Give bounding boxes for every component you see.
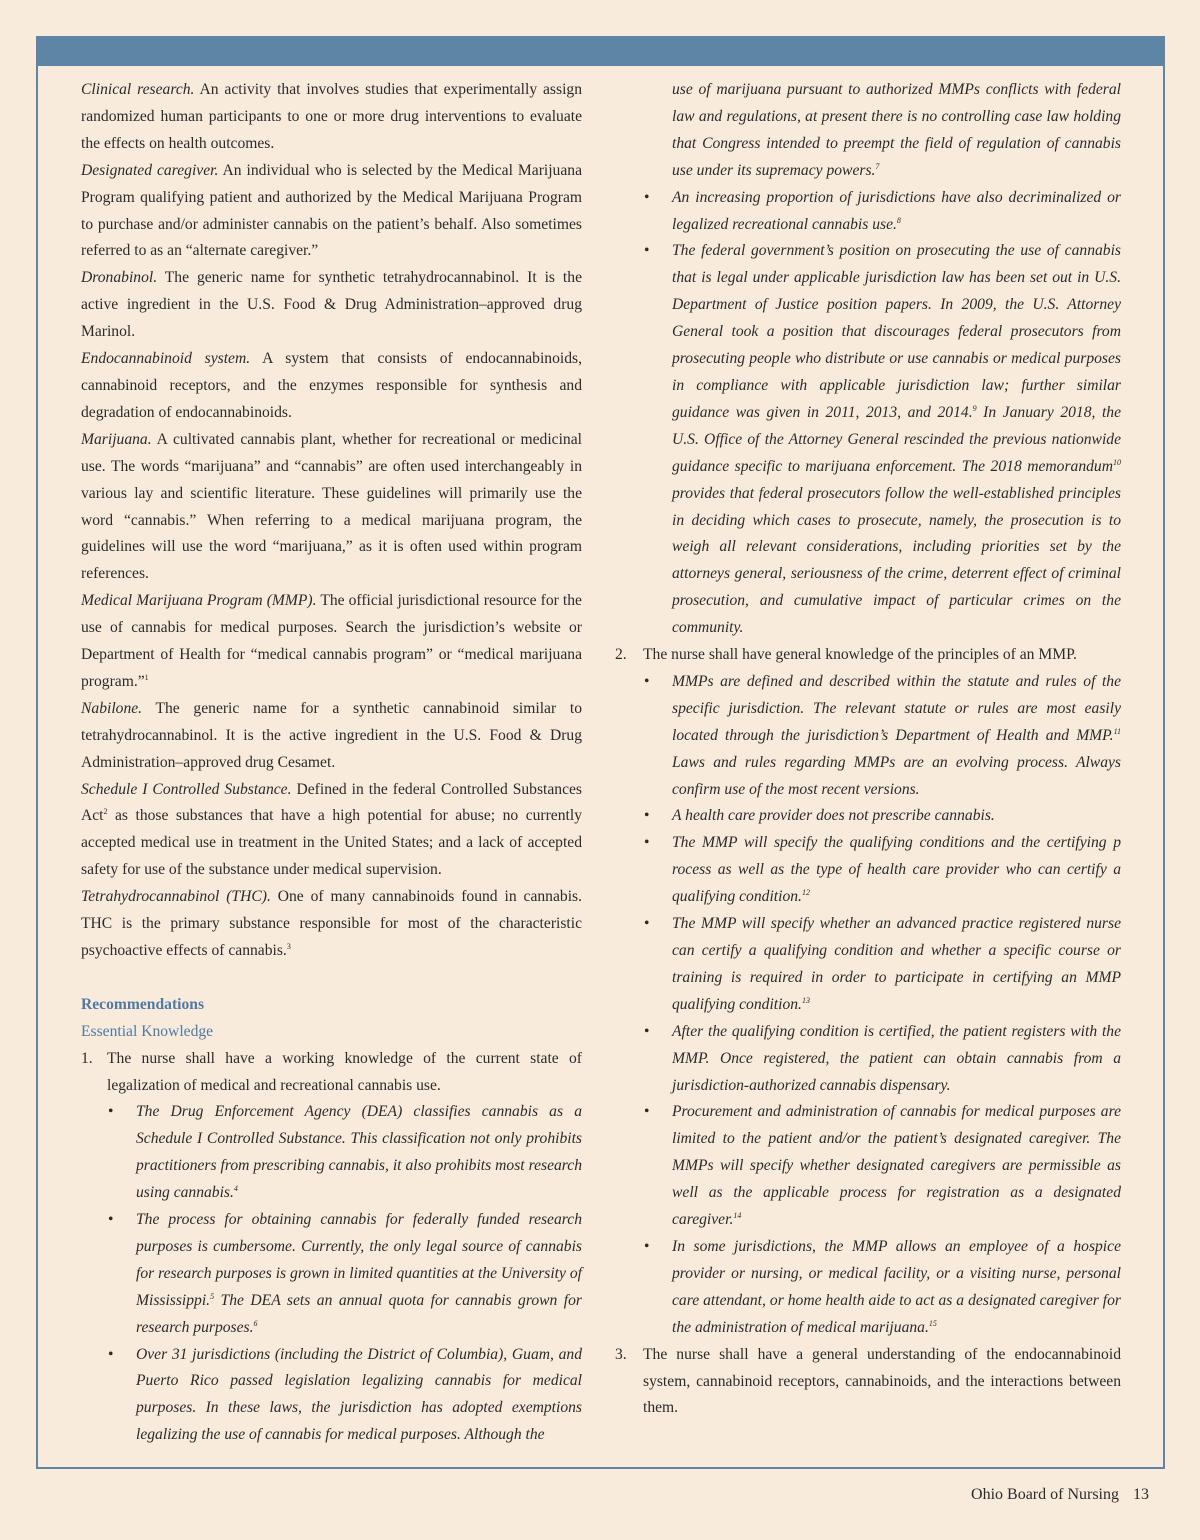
bullet-glyph: • bbox=[644, 807, 650, 825]
bullet-item: • The MMP will specify the qualifying conditions and the certifying p rocess as well as the type of health care provider who can certify a qualifying condition.$^{12}$ bbox=[672, 830, 1121, 911]
bullet-item: • The federal government’s position on prosecuting the use of cannabis that is legal under applicable jurisdiction law has been set out in U.S. Department of Justice position papers. In 2009, the U.S. Attorney General took a position that discourages federal prosecutors from prosecuting people who distribute or use cannabis or medical purposes in compliance with applicable jurisdiction law; further similar guidance was given in 2011, 2013, and 2014.$^9$ In January 2018, the U.S. Office of the Attorney General rescinded the previous nationwide guidance specific to marijuana enforcement. The 2018 memorandum$^{10}$ provides that federal prosecutors follow the well-established principles in deciding which cases to prosecute, namely, the prosecution is to weigh all relevant considerations, including priorities set by the attorneys general, seriousness of the crime, deterrent effect of criminal prosecution, and cumulative impact of particular crimes on the community. bbox=[672, 238, 1121, 642]
bullet-glyph: • bbox=[644, 188, 650, 206]
bullet-item: • The MMP will specify whether an advanced practice registered nurse can certify a qualifying condition and whether a specific course or training is required in order to participate in certifying an MMP qualifying condition.$^{13}$ bbox=[672, 911, 1121, 1019]
page-footer bbox=[971, 1486, 1149, 1504]
bullet-glyph: • bbox=[644, 834, 650, 852]
list-number: 1. bbox=[81, 1049, 93, 1067]
bullet-glyph: • bbox=[644, 1022, 650, 1040]
bullet-glyph: • bbox=[644, 242, 650, 260]
footnote-ref: 4 bbox=[233, 1184, 238, 1194]
bullet-item: • The Drug Enforcement Agency (DEA) classifies cannabis as a Schedule I Controlled Substance. This classification not only prohibits practitioners from prescribing cannabis, it also prohibits most research using cannabis.$^4$ bbox=[136, 1099, 582, 1207]
definition-nabilone: Nabilone. The generic name for a synthetic cannabinoid similar to tetrahydrocannabinol. It is the active ingredient in the U.S. Food & Drug Administration–approved drug Cesamet. bbox=[81, 699, 582, 771]
bullet-glyph: • bbox=[108, 1345, 114, 1363]
footnote-ref: 2 bbox=[103, 807, 108, 817]
footnote-ref: 6 bbox=[253, 1318, 258, 1328]
bullet-item: • The process for obtaining cannabis for federally funded research purposes is cumbersome. Currently, the only legal source of cannabis for research purposes is grown in limited quantities at the University of Mississippi.$^5$ The DEA sets an annual quota for cannabis grown for research purposes.$^6$ bbox=[136, 1207, 582, 1342]
list-item-3: 3. The nurse shall have a general understanding of the endocannabinoid system, cannabinoid receptors, cannabinoids, and the interactions between them. bbox=[615, 1342, 1121, 1423]
bullet-item: • Over 31 jurisdictions (including the District of Columbia), Guam, and Puerto Rico passed legislation legalizing cannabis for medical purposes. In these laws, the jurisdiction has adopted exemptions legalizing the use of cannabis for medical purposes. Although the bbox=[136, 1342, 582, 1450]
definition-dronabinol: Dronabinol. The generic name for synthetic tetrahydrocannabinol. It is the active ingredient in the U.S. Food & Drug Administration–approved drug Marinol. bbox=[81, 269, 582, 341]
definition-thc: Tetrahydrocannabinol (THC). One of many cannabinoids found in cannabis. THC is the primary substance responsible for most of the characteristic psychoactive effects of cannabis.$^3$ bbox=[81, 888, 582, 959]
list-number: 3. bbox=[615, 1345, 627, 1363]
bullet-item: • Procurement and administration of cannabis for medical purposes are limited to the patient and/or the patient’s designated caregiver. The MMPs will specify whether designated caregivers are permissible as well as the applicable process for registration as a designated caregiver.$^{14}$ bbox=[672, 1099, 1121, 1234]
footnote-ref: 10 bbox=[1113, 457, 1121, 467]
bullet-item: • After the qualifying condition is certified, the patient registers with the MMP. Once registered, the patient can obtain cannabis from a jurisdiction-authorized cannabis dispensary. bbox=[672, 1019, 1121, 1100]
recommendations-heading: Recommendations bbox=[81, 995, 205, 1013]
definition-endocannabinoid-system: Endocannabinoid system. A system that consists of endocannabinoids, cannabinoid receptors, and the enzymes responsible for synthesis and degradation of endocannabinoids. bbox=[81, 350, 582, 421]
right-column bbox=[615, 77, 1121, 1422]
bullet-glyph: • bbox=[108, 1211, 114, 1229]
bullet-item: • MMPs are defined and described within the statute and rules of the specific jurisdiction. The relevant statute or rules are most easily located through the jurisdiction’s Department of Health and MMP.$^{11}$ Laws and rules regarding MMPs are an evolving process. Always confirm use of the most recent versions. bbox=[672, 669, 1121, 804]
item2-bullets bbox=[615, 669, 1121, 1342]
header-bar bbox=[38, 38, 1163, 66]
bullet-glyph: • bbox=[108, 1103, 114, 1121]
bullet-glyph: • bbox=[644, 672, 650, 690]
definition-clinical-research: Clinical research. An activity that involves studies that experimentally assign randomized human participants to one or more drug interventions to evaluate the effects on health outcomes. bbox=[81, 81, 582, 152]
bullet-continuation: use of marijuana pursuant to authorized MMPs conflicts with federal law and regulations, at present there is no controlling case law holding that Congress intended to preempt the field of regulation of cannabis use under its supremacy powers.$^7$ bbox=[672, 81, 1121, 179]
definition-marijuana: Marijuana. A cultivated cannabis plant, whether for recreational or medicinal use. The words “marijuana” and “cannabis” are often used interchangeably in various lay and scientific literature. These guidelines will primarily use the word “cannabis.” When referring to a medical marijuana program, the guidelines will use the word “marijuana,” as it is often used within program references. bbox=[81, 430, 582, 583]
list-item-2: 2. The nurse shall have general knowledge of the principles of an MMP. bbox=[615, 642, 1121, 669]
bullet-glyph: • bbox=[644, 1237, 650, 1255]
footnote-ref: 7 bbox=[875, 161, 880, 171]
bullet-glyph: • bbox=[644, 915, 650, 933]
bullet-item: • In some jurisdictions, the MMP allows an employee of a hospice provider or nursing, or medical facility, or a visiting nurse, personal care attendant, or home health aide to act as a designated caregiver for the administration of medical marijuana.$^{15}$ bbox=[672, 1234, 1121, 1342]
footnote-ref: 3 bbox=[286, 942, 291, 951]
item1-more-bullets bbox=[615, 185, 1121, 642]
footnote-ref: 14 bbox=[733, 1211, 742, 1221]
bullet-item: • An increasing proportion of jurisdictions have also decriminalized or legalized recreational cannabis use.$^8$ bbox=[672, 185, 1121, 239]
footnote-ref: 8 bbox=[896, 215, 901, 225]
footer-org: Ohio Board of Nursing bbox=[971, 1486, 1119, 1503]
definition-schedule-i: Schedule I Controlled Substance. Defined in the federal Controlled Substances Act$^2$ as those substances that have a high potential for abuse; no currently accepted medical use in treatment in the United States; and a lack of accepted safety for use of the substance under medical supervision. bbox=[81, 780, 583, 879]
left-column bbox=[81, 77, 582, 1449]
definition-designated-caregiver: Designated caregiver. An individual who is selected by the Medical Marijuana Program qualifying patient and authorized by the Medical Marijuana Program to purchase and/or administer cannabis on the patient’s behalf. Also sometimes referred to as an “alternate caregiver.” bbox=[81, 161, 582, 260]
essential-knowledge-subheading: Essential Knowledge bbox=[81, 1022, 214, 1040]
footnote-ref: 5 bbox=[210, 1291, 215, 1301]
list-number: 2. bbox=[615, 646, 627, 664]
footnote-ref: 1 bbox=[144, 672, 149, 682]
footnote-ref: 12 bbox=[801, 888, 810, 898]
bullet-glyph: • bbox=[644, 1103, 650, 1121]
footnote-ref: 11 bbox=[1113, 726, 1121, 736]
definition-mmp: Medical Marijuana Program (MMP). The official jurisdictional resource for the use of cannabis for medical purposes. Search the jurisdiction’s website or Department of Health for “medical cannabis program” or “medical marijuana program.”$^1$ bbox=[81, 592, 582, 690]
footnote-ref: 13 bbox=[801, 995, 810, 1005]
page-number: 13 bbox=[1133, 1486, 1149, 1503]
bullet-item: • A health care provider does not prescribe cannabis. bbox=[672, 803, 1121, 830]
footnote-ref: 9 bbox=[972, 403, 977, 413]
item1-bullets bbox=[81, 1099, 582, 1449]
list-item-1: 1. The nurse shall have a working knowledge of the current state of legalization of medical and recreational cannabis use. bbox=[81, 1046, 582, 1100]
footnote-ref: 15 bbox=[928, 1318, 937, 1328]
